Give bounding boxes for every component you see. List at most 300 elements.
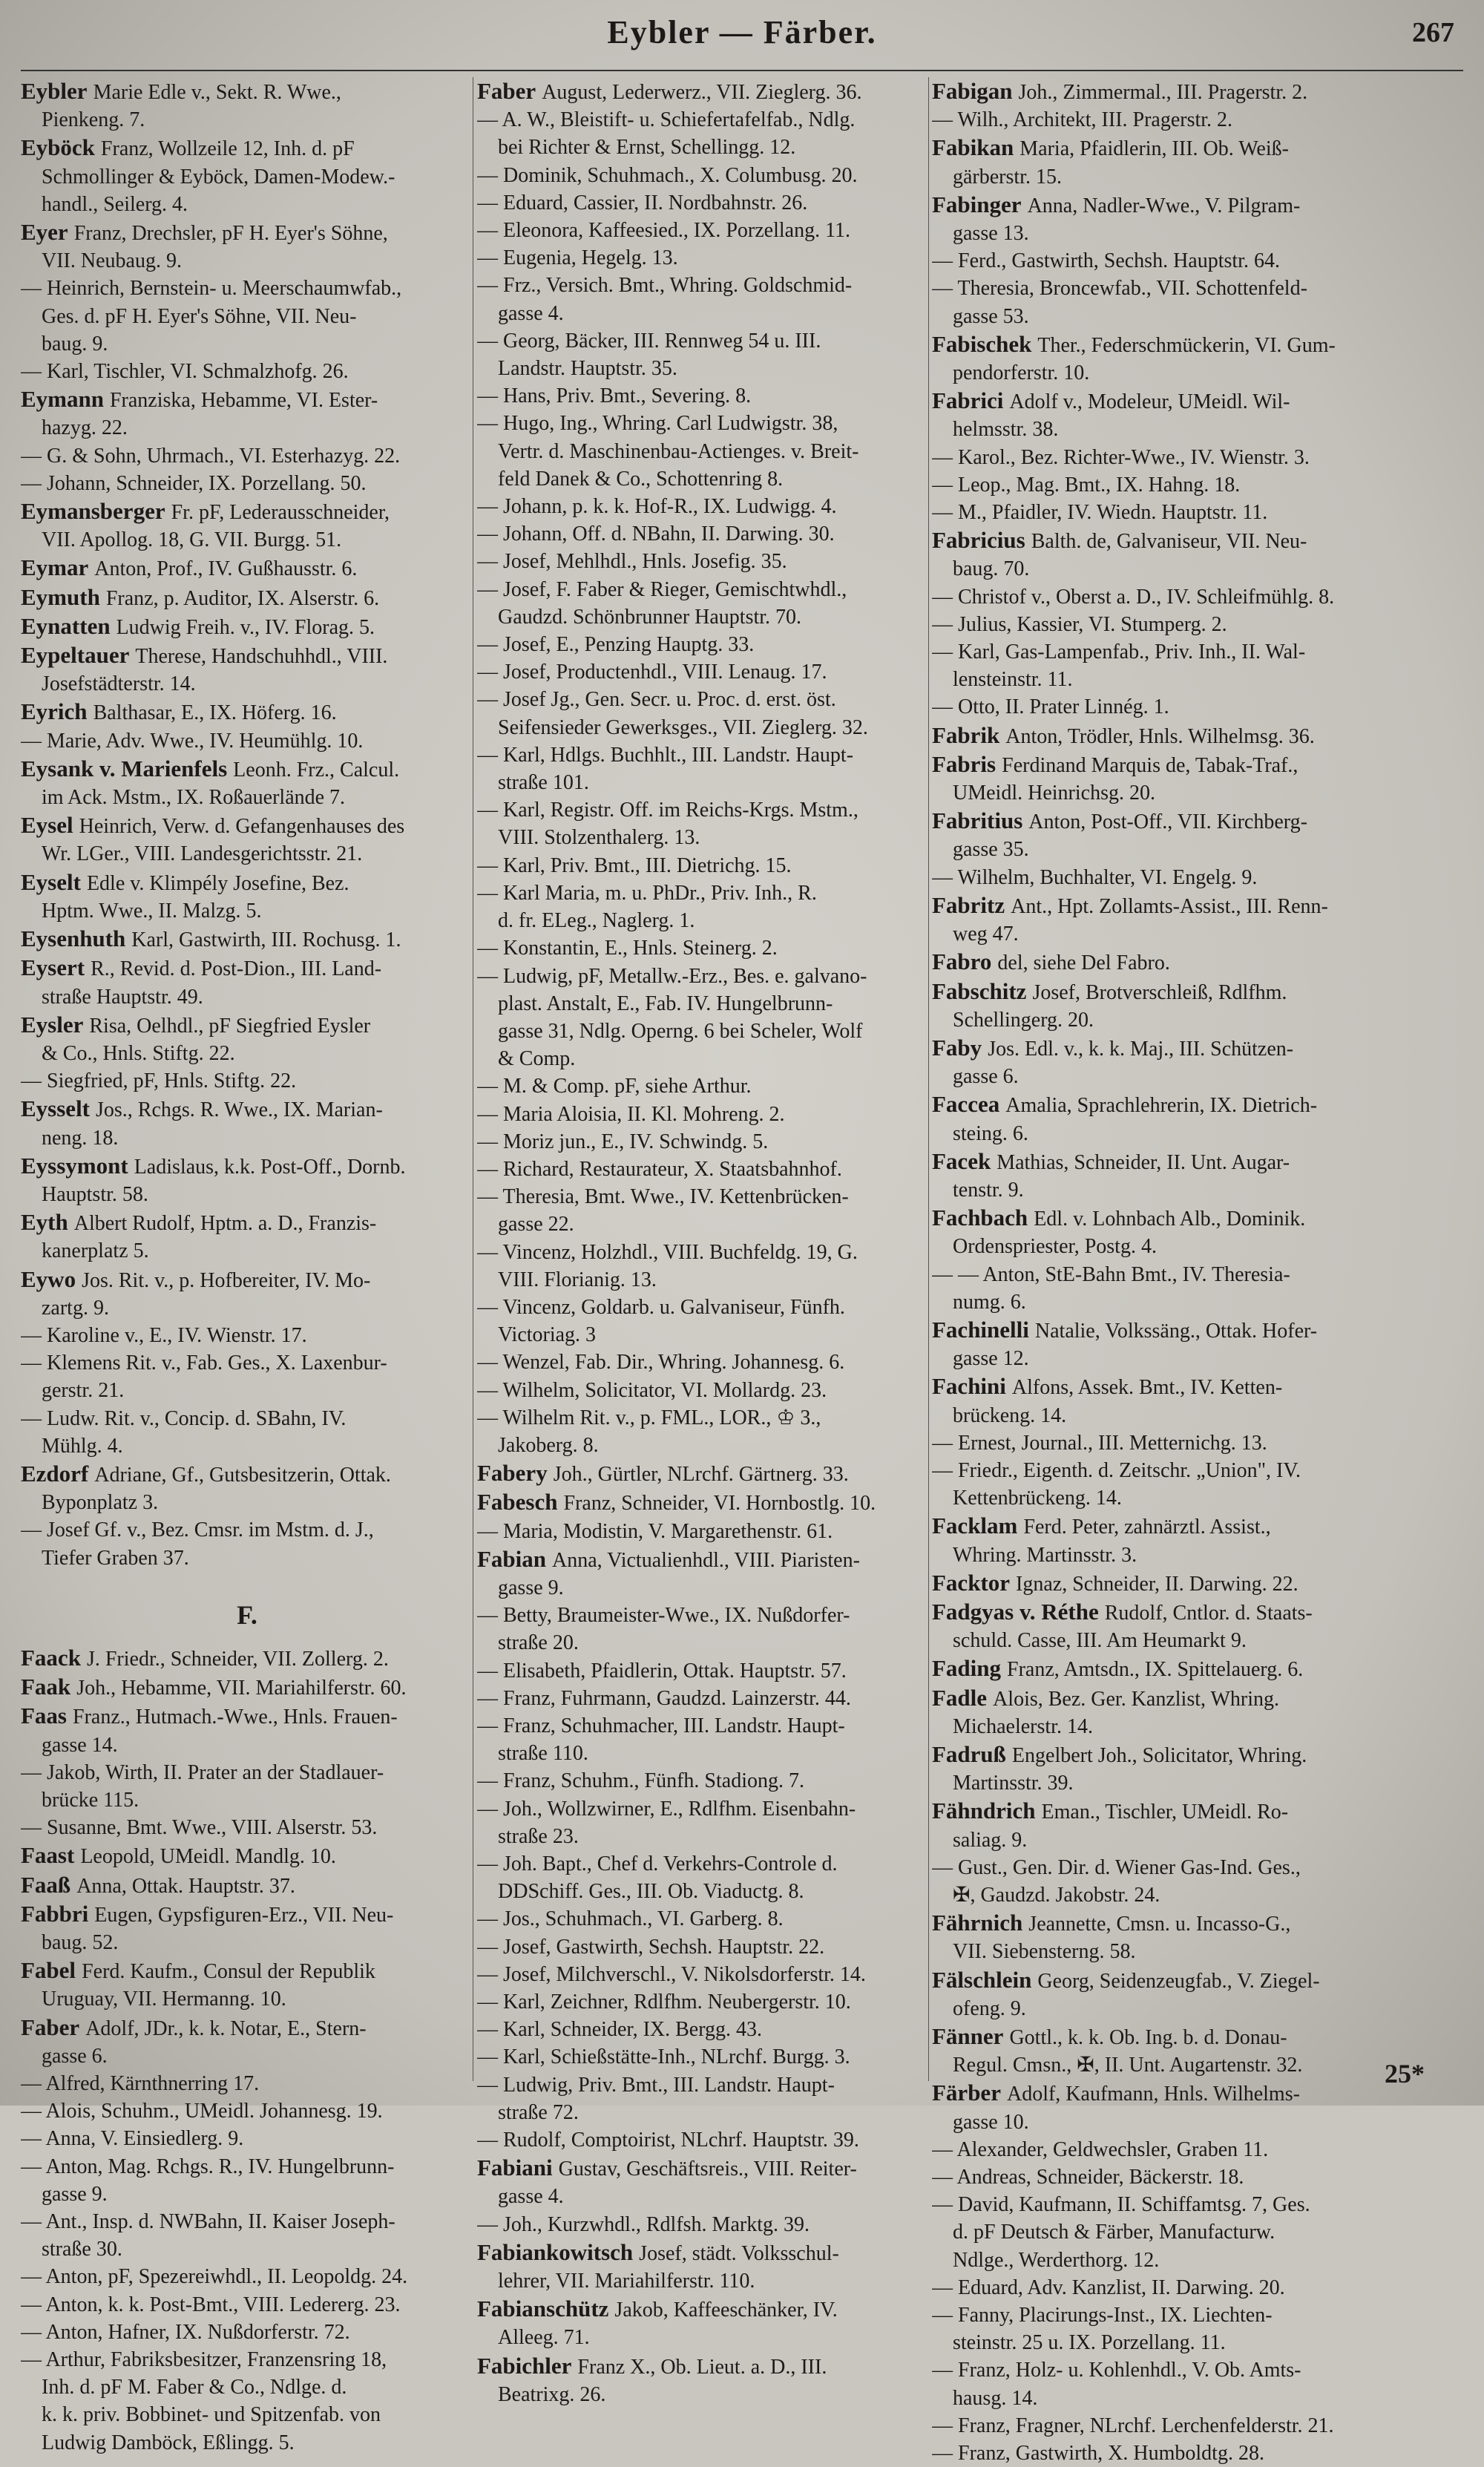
entry-surname: Fachbach: [932, 1205, 1028, 1231]
entry-line: [477, 1404, 926, 1432]
entry-surname: Fabrik: [932, 721, 1000, 748]
entry-surname: Ezdorf: [21, 1460, 89, 1487]
directory-entry: [21, 811, 473, 868]
directory-entry: [477, 162, 926, 189]
column-divider: [928, 77, 929, 2081]
entry-text: — Karl, Gas-Lampenfab., Priv. Inh., II. Wal-: [932, 640, 1306, 664]
entry-line: [21, 1405, 473, 1432]
entry-text: gasse 13.: [953, 222, 1029, 246]
entry-text: weg 47.: [953, 923, 1019, 946]
entry-line: [932, 1345, 1466, 1372]
directory-entry: [932, 1909, 1466, 1965]
directory-entry: [932, 1429, 1466, 1457]
entry-line: [477, 1740, 926, 1767]
entry-text: Ladislaus, k.k. Post-Off., Dornb.: [134, 1155, 406, 1179]
entry-surname: Fabikan: [932, 134, 1014, 161]
entry-text: Jos. Rit. v., p. Hofbereiter, IV. Mo-: [82, 1268, 371, 1292]
entry-line: [932, 1090, 1466, 1119]
entry-line: [477, 1183, 926, 1210]
entry-line: [477, 1767, 926, 1795]
entry-line: [477, 217, 926, 244]
entry-line: [477, 1266, 926, 1294]
directory-entry: [477, 2295, 926, 2351]
entry-text: Alleeg. 71.: [498, 2326, 590, 2350]
entry-surname: Eysselt: [21, 1095, 90, 1122]
directory-entry: [477, 686, 926, 741]
directory-entry: [477, 410, 926, 493]
entry-line: [932, 275, 1466, 302]
entry-text: steinstr. 25 u. IX. Porzellang. 11.: [953, 2331, 1226, 2355]
entry-line: [21, 612, 473, 641]
directory-entry: [932, 1316, 1466, 1372]
entry-text: Engelbert Joh., Solicitator, Whring.: [1011, 1743, 1307, 1767]
page-header: [0, 13, 1484, 58]
entry-text: — Wilhelm, Buchhalter, VI. Engelg. 9.: [932, 865, 1258, 889]
directory-entry: [932, 444, 1466, 471]
entry-surname: Fabianschütz: [477, 2296, 609, 2322]
entry-text: Hauptstr. 58.: [42, 1182, 148, 1206]
directory-entry: [932, 526, 1466, 583]
entry-text: Ludwig Freih. v., IV. Florag. 5.: [116, 615, 375, 639]
entry-line: [21, 1432, 473, 1460]
entry-text: — Ant., Insp. d. NWBahn, II. Kaiser Joseph-: [21, 2210, 395, 2234]
entry-surname: Facek: [932, 1147, 991, 1174]
entry-text: — Anton, pF, Spezereiwhdl., II. Leopoldg. 24.: [21, 2265, 408, 2289]
entry-text: gasse 9.: [42, 2182, 108, 2206]
entry-line: [932, 1402, 1466, 1429]
directory-entry: [932, 948, 1466, 977]
directory-entry: [932, 247, 1466, 275]
entry-text: — Josef, Productenhdl., VIII. Lenaug. 17.: [477, 661, 827, 684]
directory-entry: [932, 1204, 1466, 1260]
entry-text: Mathias, Schneider, II. Unt. Augar-: [997, 1150, 1290, 1174]
entry-text: — Ferd., Gastwirth, Sechsh. Hauptstr. 64.: [932, 249, 1280, 273]
entry-text: gasse 10.: [953, 2110, 1029, 2134]
running-title: Eybler — Färber.: [607, 14, 877, 50]
entry-line: [21, 811, 473, 840]
entry-text: — Betty, Braumeister-Wwe., IX. Nußdorfer-: [477, 1604, 850, 1628]
entry-line: [477, 1128, 926, 1156]
entry-line: [21, 1544, 473, 1572]
entry-line: [21, 163, 473, 191]
directory-entry: [477, 1404, 926, 1459]
entry-line: [932, 1120, 1466, 1147]
directory-entry: [932, 2412, 1466, 2440]
directory-entry: [477, 244, 926, 272]
entry-line: [477, 493, 926, 520]
entry-surname: Fabel: [21, 1957, 76, 1984]
entry-text: — Wilhelm, Solicitator, VI. Mollardg. 23.: [477, 1378, 827, 1402]
entry-text: Vertr. d. Maschinenbau-Actienges. v. Breit-: [498, 439, 859, 463]
directory-entry: [932, 275, 1466, 330]
entry-text: Ant., Hpt. Zollamts-Assist., III. Renn-: [1011, 894, 1328, 918]
directory-entry: [21, 134, 473, 218]
entry-line: [932, 471, 1466, 499]
entry-line: [21, 670, 473, 698]
entry-text: — Anton, Hafner, IX. Nußdorferstr. 72.: [21, 2320, 350, 2344]
entry-line: [21, 247, 473, 275]
entry-text: gärberstr. 15.: [953, 165, 1062, 189]
directory-entry: [932, 611, 1466, 638]
entry-text: straße 20.: [498, 1631, 579, 1655]
directory-entry: [21, 583, 473, 612]
entry-line: [477, 106, 926, 134]
directory-entry: [477, 934, 926, 962]
entry-line: [21, 1732, 473, 1759]
directory-entry: [21, 1011, 473, 1067]
entry-text: — Theresia, Bmt. Wwe., IV. Kettenbrücken-: [477, 1185, 849, 1209]
entry-text: brücke 115.: [42, 1788, 139, 1812]
directory-entry: [21, 1516, 473, 1571]
entry-text: — Ludwig, Priv. Bmt., III. Landstr. Haupt-: [477, 2073, 835, 2097]
entry-line: [21, 1067, 473, 1095]
entry-text: gasse 6.: [953, 1065, 1019, 1089]
entry-text: — Siegfried, pF, Hnls. Stiftg. 22.: [21, 1069, 297, 1093]
entry-text: Franz, Wollzeile 12, Inh. d. pF: [100, 137, 355, 161]
entry-line: [932, 864, 1466, 891]
directory-entry: [477, 2016, 926, 2043]
entry-line: [477, 2381, 926, 2408]
directory-entry: [477, 2238, 926, 2295]
entry-text: feld Danek & Co., Schottenring 8.: [498, 467, 784, 491]
directory-entry: [477, 2352, 926, 2408]
entry-text: baug. 52.: [42, 1931, 119, 1954]
directory-entry: [477, 1988, 926, 2016]
entry-text: straße 101.: [498, 771, 589, 795]
directory-entry: [932, 1854, 1466, 1909]
directory-entry: [21, 2153, 473, 2208]
entry-text: Franziska, Hebamme, VI. Ester-: [109, 389, 378, 413]
entry-line: [477, 382, 926, 410]
entry-text: — Wilh., Architekt, III. Pragerstr. 2.: [932, 108, 1233, 132]
entry-line: [21, 1460, 473, 1489]
entry-surname: Eypeltauer: [21, 642, 130, 669]
entry-text: gasse 22.: [498, 1213, 574, 1236]
entry-line: [932, 1147, 1466, 1176]
entry-text: Amalia, Sprachlehrerin, IX. Dietrich-: [1005, 1094, 1318, 1118]
entry-line: [21, 414, 473, 442]
entry-surname: Fabricius: [932, 527, 1025, 554]
entry-text: Kettenbrückeng. 14.: [953, 1487, 1122, 1510]
entry-surname: Facklam: [932, 1513, 1018, 1539]
directory-entry: [932, 1512, 1466, 1568]
entry-line: [477, 1349, 926, 1376]
entry-line: [477, 1629, 926, 1657]
entry-line: [932, 247, 1466, 275]
entry-line: [932, 779, 1466, 807]
directory-entry: [932, 977, 1466, 1034]
directory-entry: [932, 1261, 1466, 1316]
entry-line: [21, 1322, 473, 1349]
entry-surname: Eybler: [21, 78, 88, 104]
entry-line: [477, 134, 926, 161]
entry-line: [21, 218, 473, 247]
entry-text: Tiefer Graben 37.: [42, 1546, 189, 1570]
entry-line: [932, 191, 1466, 220]
entry-text: Ferd. Kaufm., Consul der Republik: [82, 1960, 375, 1984]
entry-text: Fr. pF, Lederausschneider,: [171, 501, 390, 525]
entry-surname: Eysenhuth: [21, 925, 126, 952]
directory-entry: [21, 275, 473, 358]
entry-line: [477, 1545, 926, 1574]
entry-line: [21, 554, 473, 583]
entry-text: hausg. 14.: [953, 2386, 1038, 2410]
entry-text: straße 110.: [498, 1742, 588, 1766]
entry-surname: Fading: [932, 1655, 1002, 1682]
entry-text: gasse 6.: [42, 2044, 108, 2068]
directory-entry: [477, 1101, 926, 1128]
entry-text: — Karol., Bez. Richter-Wwe., IV. Wienstr. 3.: [932, 445, 1310, 469]
entry-text: — Vincenz, Holzhdl., VIII. Buchfeldg. 19, G.: [477, 1240, 858, 1264]
directory-entry: [477, 1905, 926, 1933]
entry-line: [21, 303, 473, 330]
entry-text: — Josef, Milchverschl., V. Nikolsdorferstr. 14.: [477, 1962, 866, 1986]
entry-text: Alois, Bez. Ger. Kanzlist, Whring.: [993, 1687, 1280, 1711]
entry-line: [932, 77, 1466, 106]
entry-line: [477, 1795, 926, 1823]
directory-entry: [932, 499, 1466, 526]
entry-surname: Fadruß: [932, 1740, 1006, 1767]
entry-text: — Arthur, Fabriksbesitzer, Franzensring 18,: [21, 2348, 387, 2372]
entry-line: [21, 1040, 473, 1067]
entry-line: [932, 1938, 1466, 1965]
entry-surname: Fänner: [932, 2023, 1004, 2050]
entry-line: [477, 686, 926, 713]
entry-text: — Eduard, Cassier, II. Nordbahnstr. 26.: [477, 191, 808, 214]
entry-text: Landstr. Hauptstr. 35.: [498, 357, 677, 381]
entry-text: — M. & Comp. pF, siehe Arthur.: [477, 1075, 752, 1098]
entry-surname: Fabian: [477, 1545, 547, 1572]
entry-line: [477, 1321, 926, 1349]
entry-line: [21, 2181, 473, 2208]
entry-text: Pienkeng. 7.: [42, 108, 145, 132]
entry-line: [932, 2109, 1466, 2136]
entry-line: [932, 1457, 1466, 1484]
entry-text: UMeidl. Heinrichsg. 20.: [953, 782, 1155, 805]
entry-text: Adolf v., Modeleur, UMeidl. Wil-: [1009, 390, 1290, 414]
directory-entry: [21, 1349, 473, 1404]
entry-text: Mühlg. 4.: [42, 1434, 123, 1458]
entry-surname: Fachinelli: [932, 1316, 1029, 1343]
entry-line: [932, 1204, 1466, 1233]
entry-text: — Josef, E., Penzing Hauptg. 33.: [477, 633, 755, 657]
entry-surname: Fadgyas v. Réthe: [932, 1598, 1099, 1625]
directory-entry: [21, 218, 473, 275]
entry-line: [932, 1797, 1466, 1826]
entry-text: lensteinstr. 11.: [953, 668, 1073, 692]
entry-line: [21, 1349, 473, 1377]
entry-surname: Fährnich: [932, 1910, 1023, 1936]
entry-text: d. pF Deutsch & Färber, Manufacturw.: [953, 2221, 1275, 2244]
entry-line: [932, 721, 1466, 750]
entry-line: [21, 1294, 473, 1322]
entry-text: — — Anton, StE-Bahn Bmt., IV. Theresia-: [932, 1262, 1290, 1286]
entry-line: [477, 2183, 926, 2210]
entry-text: — Josef, Gastwirth, Sechsh. Hauptstr. 22.: [477, 1935, 825, 1959]
entry-line: [932, 1429, 1466, 1457]
directory-entry: [477, 1850, 926, 1905]
page-number: 267: [1412, 17, 1454, 48]
directory-entry: [21, 1067, 473, 1095]
entry-text: Jos., Rchgs. R. Wwe., IX. Marian-: [96, 1098, 383, 1122]
entry-line: [477, 1018, 926, 1045]
entry-text: Ignaz, Schneider, II. Darwing. 22.: [1016, 1572, 1298, 1596]
entry-surname: Fabro: [932, 949, 992, 975]
entry-line: [477, 77, 926, 106]
entry-text: — M., Pfaidler, IV. Wiedn. Hauptstr. 11.: [932, 501, 1268, 525]
entry-line: [21, 1208, 473, 1237]
entry-line: [21, 1956, 473, 1985]
entry-line: [477, 1961, 926, 1988]
entry-text: — Johann, Off. d. NBahn, II. Darwing. 30.: [477, 522, 835, 546]
entry-text: — Ludwig, pF, Metallw.-Erz., Bes. e. galvano-: [477, 964, 867, 988]
directory-entry: [932, 1684, 1466, 1740]
directory-entry: [477, 1183, 926, 1238]
entry-line: [932, 1372, 1466, 1401]
entry-text: del, siehe Del Fabro.: [997, 951, 1170, 975]
entry-text: — Jos., Schuhmach., VI. Garberg. 8.: [477, 1907, 784, 1931]
entry-line: [932, 611, 1466, 638]
entry-line: [932, 1854, 1466, 1881]
entry-text: — Franz, Schuhmacher, III. Landstr. Haupt-: [477, 1714, 845, 1737]
entry-text: plast. Anstalt, E., Fab. IV. Hungelbrunn-: [498, 992, 833, 1015]
entry-text: Martinsstr. 39.: [953, 1772, 1074, 1795]
directory-entry: [477, 576, 926, 631]
directory-entry: [21, 470, 473, 497]
entry-surname: Faber: [477, 78, 536, 104]
entry-line: [477, 1657, 926, 1685]
entry-line: [477, 603, 926, 631]
entry-line: [932, 2218, 1466, 2246]
entry-line: [932, 1713, 1466, 1740]
entry-line: [21, 2429, 473, 2457]
entry-text: — Alexander, Geldwechsler, Graben 11.: [932, 2137, 1269, 2161]
entry-line: [477, 1294, 926, 1321]
entry-surname: Eysel: [21, 812, 73, 839]
entry-line: [21, 1265, 473, 1294]
entry-line: [932, 106, 1466, 134]
entry-text: Heinrich, Verw. d. Gefangenhauses des: [79, 815, 405, 839]
entry-surname: Fabbri: [21, 1900, 89, 1927]
entry-text: Karl, Gastwirth, III. Rochusg. 1.: [131, 928, 401, 952]
entry-line: [21, 1985, 473, 2013]
entry-line: [477, 824, 926, 851]
entry-line: [21, 1814, 473, 1841]
directory-entry: [477, 1377, 926, 1404]
directory-entry: [477, 1685, 926, 1712]
entry-surname: Fabery: [477, 1460, 548, 1487]
entry-line: [932, 359, 1466, 387]
entry-line: [21, 1516, 473, 1544]
directory-entry: [932, 134, 1466, 190]
entry-line: [932, 1316, 1466, 1345]
entry-text: Hptm. Wwe., II. Malzg. 5.: [42, 899, 262, 923]
entry-surname: Fabinger: [932, 191, 1022, 217]
entry-line: [477, 2238, 926, 2267]
directory-entry: [477, 1767, 926, 1795]
entry-text: Uruguay, VII. Hermanng. 10.: [42, 1988, 286, 2011]
directory-entry: [477, 631, 926, 658]
entry-line: [932, 977, 1466, 1006]
directory-entry: [477, 493, 926, 520]
entry-text: im Ack. Mstm., IX. Roßauerlände 7.: [42, 786, 346, 810]
directory-entry: [477, 741, 926, 796]
entry-text: Edle v. Klimpély Josefine, Bez.: [86, 871, 349, 895]
directory-entry: [477, 1712, 926, 1767]
entry-line: [21, 385, 473, 414]
directory-entry: [21, 1644, 473, 1673]
entry-text: Josef, städt. Volksschul-: [639, 2241, 839, 2265]
entry-text: Franz, p. Auditor, IX. Alserstr. 6.: [105, 586, 380, 610]
entry-line: [477, 2043, 926, 2071]
entry-text: & Comp.: [498, 1047, 576, 1071]
entry-text: — Maria Aloisia, II. Kl. Mohreng. 2.: [477, 1102, 785, 1126]
directory-entry: [477, 1961, 926, 1988]
entry-line: [932, 891, 1466, 920]
entry-text: Wr. LGer., VIII. Landesgerichtsstr. 21.: [42, 842, 363, 866]
directory-entry: [932, 2274, 1466, 2301]
entry-line: [932, 444, 1466, 471]
entry-line: [932, 1288, 1466, 1316]
entry-line: [477, 355, 926, 382]
entry-text: Joh., Zimmermal., III. Pragerstr. 2.: [1018, 81, 1308, 104]
entry-line: [932, 2329, 1466, 2356]
entry-line: [21, 470, 473, 497]
entry-line: [477, 576, 926, 603]
entry-text: handl., Seilerg. 4.: [42, 192, 188, 216]
entry-line: [932, 134, 1466, 163]
entry-text: Ferd. Peter, zahnärztl. Assist.,: [1023, 1516, 1271, 1539]
directory-entry: [932, 1569, 1466, 1598]
entry-text: — Johann, p. k. k. Hof-R., IX. Ludwigg. 4.: [477, 495, 837, 519]
directory-entry: [477, 1294, 926, 1349]
entry-line: [21, 954, 473, 983]
entry-line: [932, 1512, 1466, 1541]
entry-line: [21, 1124, 473, 1152]
entry-surname: Fabichler: [477, 2352, 572, 2379]
entry-surname: Eysler: [21, 1011, 84, 1038]
entry-line: [21, 1841, 473, 1870]
entry-text: neng. 18.: [42, 1126, 119, 1150]
entry-text: d. fr. ELeg., Naglerg. 1.: [498, 909, 695, 933]
entry-text: Josefstädterstr. 14.: [42, 672, 196, 696]
entry-text: kanerplatz 5.: [42, 1239, 149, 1263]
entry-text: VIII. Florianig. 13.: [498, 1268, 657, 1291]
entry-text: Risa, Oelhdl., pF Siegfried Eysler: [89, 1014, 371, 1038]
entry-line: [932, 1966, 1466, 1995]
entry-text: Gottl., k. k. Ob. Ing. b. d. Donau-: [1009, 2026, 1287, 2050]
directory-entry: [477, 1657, 926, 1685]
entry-line: [21, 2153, 473, 2181]
entry-line: [932, 2356, 1466, 2384]
directory-entry: [21, 1095, 473, 1151]
entry-line: [21, 1489, 473, 1516]
entry-text: numg. 6.: [953, 1290, 1026, 1314]
entry-text: — Franz, Fuhrmann, Gaudzd. Lainzerstr. 44.: [477, 1686, 851, 1710]
entry-line: [21, 925, 473, 954]
entry-text: ✠, Gaudzd. Jakobstr. 24.: [953, 1884, 1160, 1907]
entry-text: Adolf, Kaufmann, Hnls. Wilhelms-: [1006, 2083, 1300, 2106]
directory-entry: [21, 1460, 473, 1516]
directory-entry: [477, 1602, 926, 1657]
section-heading: F.: [237, 1599, 257, 1630]
entry-line: [21, 442, 473, 470]
entry-line: [477, 1239, 926, 1266]
entry-line: [477, 2295, 926, 2324]
entry-line: [932, 693, 1466, 721]
directory-entry: [932, 106, 1466, 134]
entry-line: [477, 1905, 926, 1933]
